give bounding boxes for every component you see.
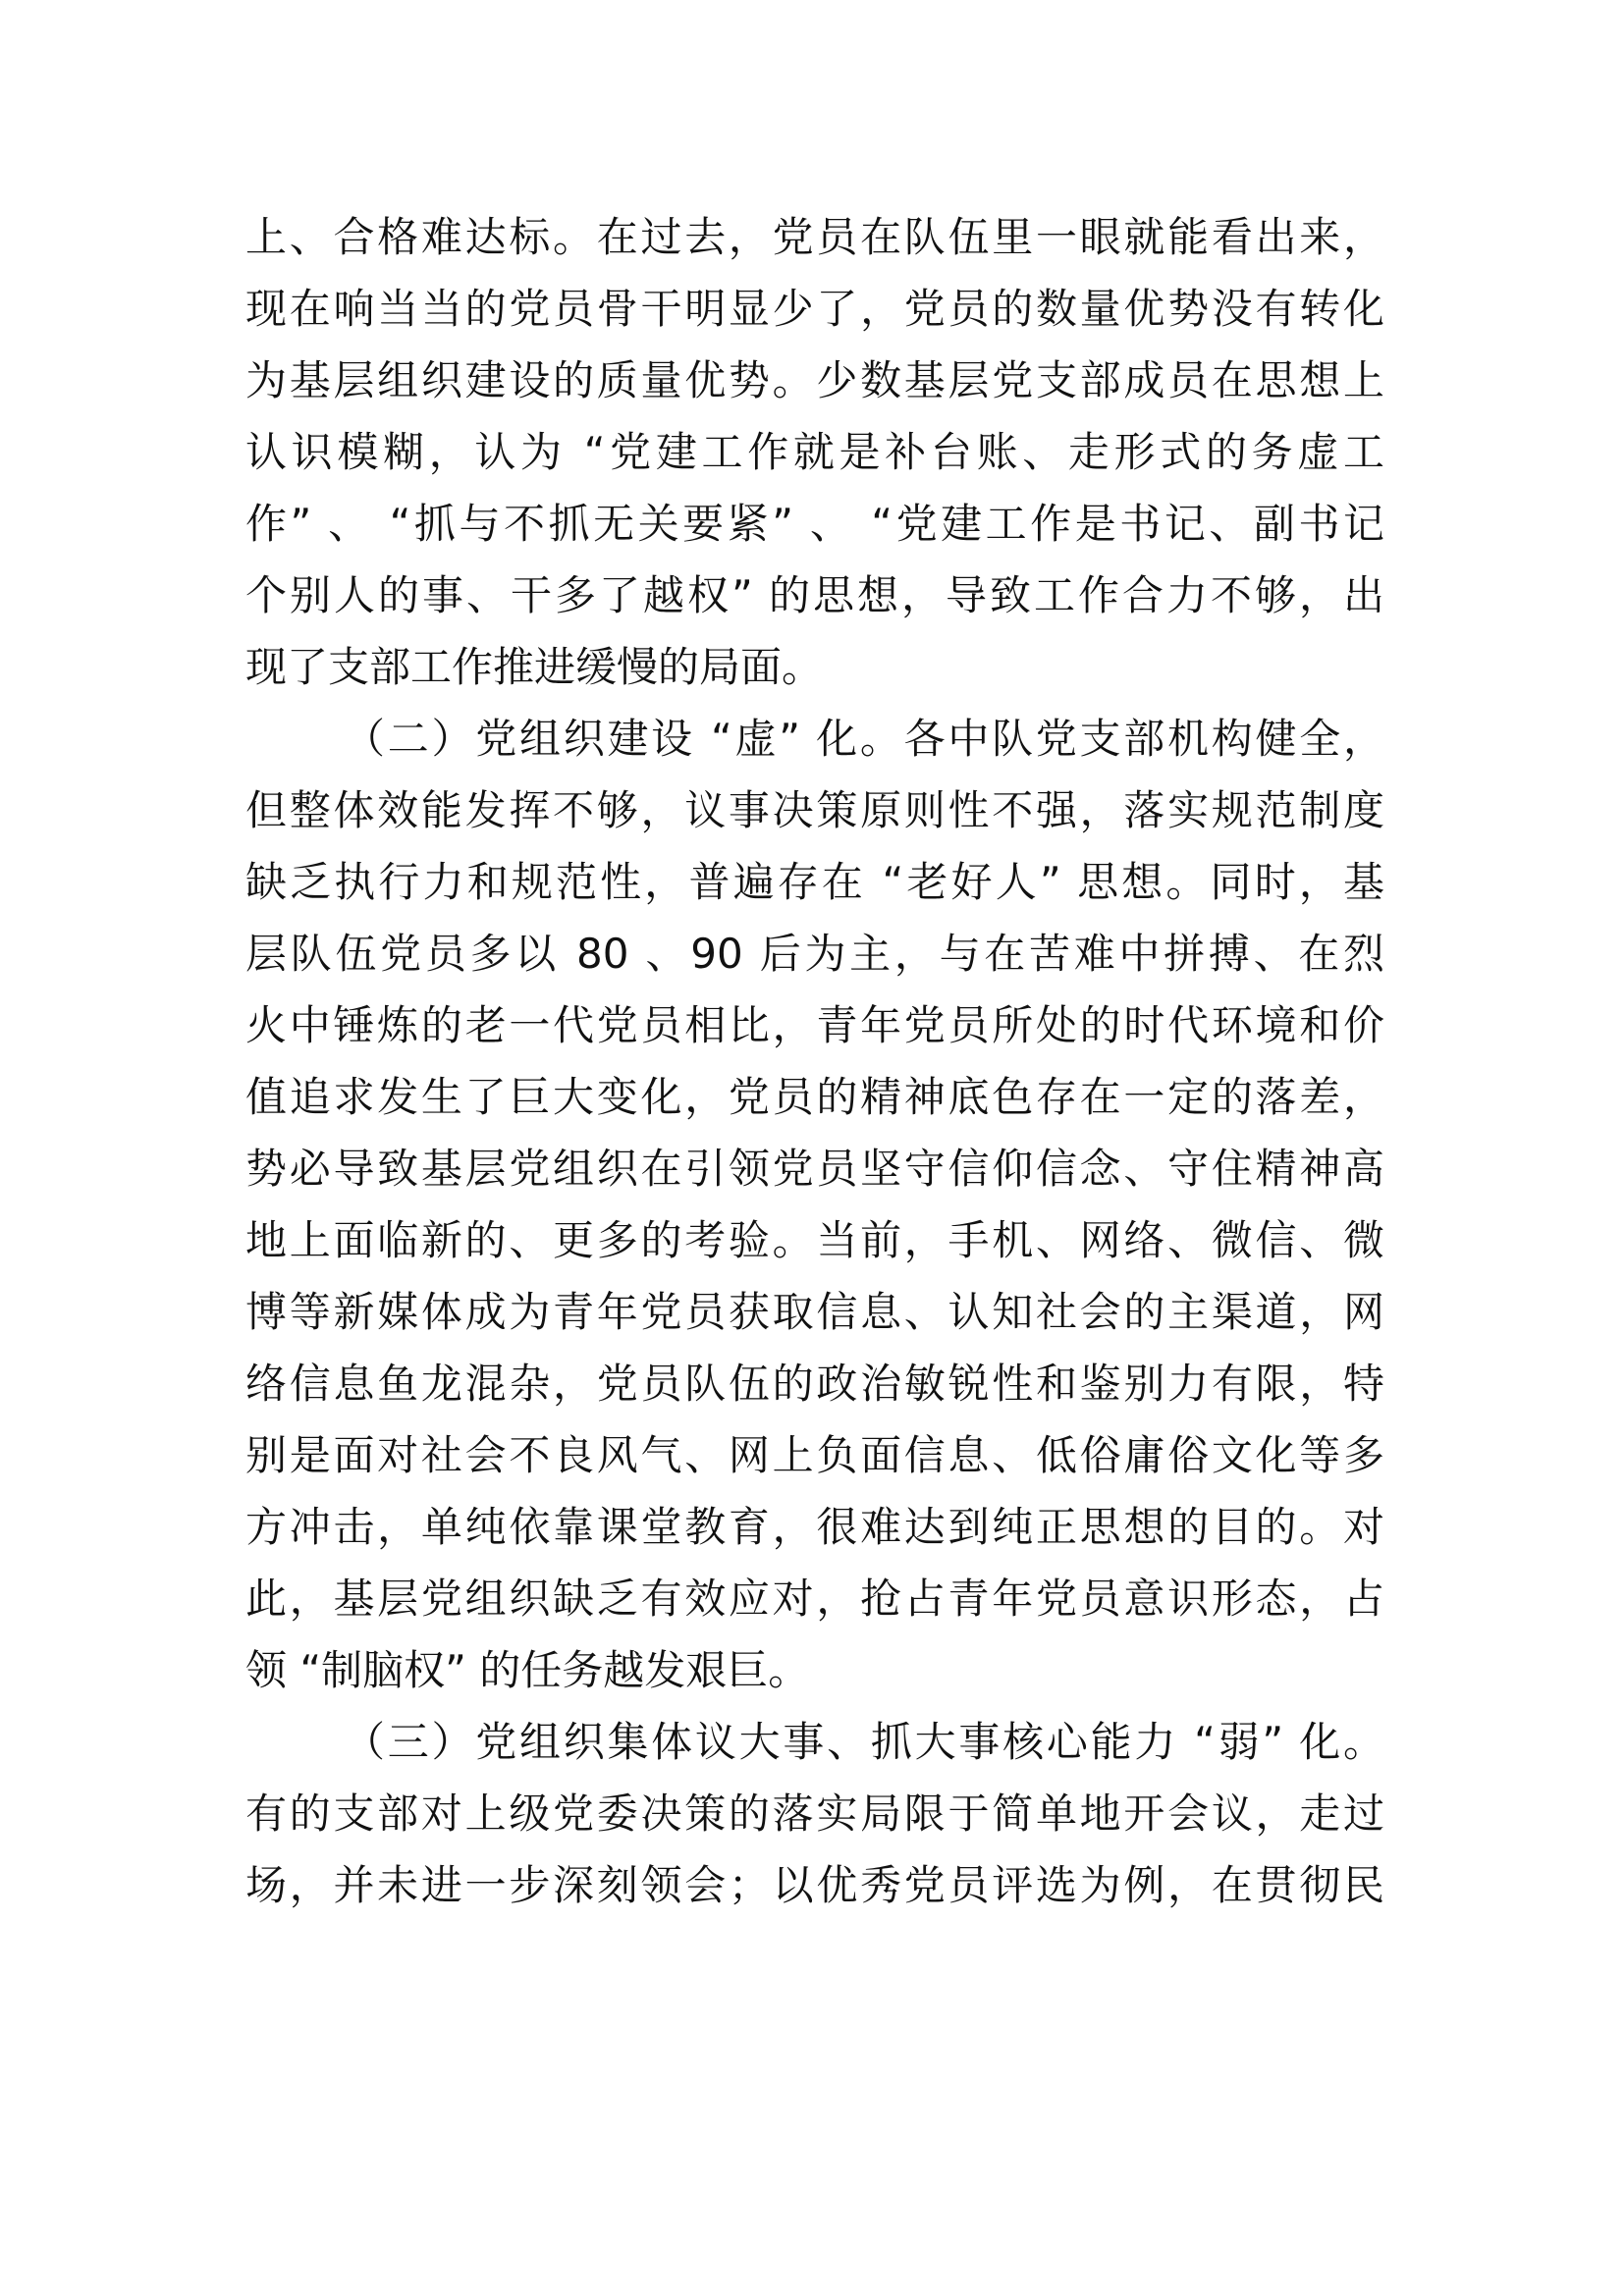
text-line: 领 “制脑权” 的任务越发艰巨。	[245, 1646, 810, 1694]
text-line: 别是面对社会不良风气、网上负面信息、低俗庸俗文化等多	[245, 1431, 1384, 1479]
text-line: 作” 、 “抓与不抓无关要紧” 、 “党建工作是书记、副书记	[245, 500, 1384, 548]
text-line: 方冲击，单纯依靠课堂教育，很难达到纯正思想的目的。对	[245, 1503, 1384, 1551]
text-line: 火中锤炼的老一代党员相比，青年党员所处的时代环境和价	[245, 1001, 1384, 1049]
text-line: 认识模糊，认为 “党建工作就是补台账、走形式的务虚工	[245, 428, 1384, 476]
text-line: 上、合格难达标。在过去，党员在队伍里一眼就能看出来，	[245, 213, 1384, 261]
text-line: 地上面临新的、更多的考验。当前，手机、网络、微信、微	[245, 1216, 1384, 1264]
text-line: 络信息鱼龙混杂，党员队伍的政治敏锐性和鉴别力有限，特	[245, 1360, 1384, 1408]
text-line: 但整体效能发挥不够，议事决策原则性不强，落实规范制度	[245, 786, 1384, 834]
text-line: 有的支部对上级党委决策的落实局限于简单地开会议，走过	[245, 1789, 1384, 1838]
text-line: 现在响当当的党员骨干明显少了，党员的数量优势没有转化	[245, 285, 1384, 333]
text-line: 此，基层党组织缺乏有效应对，抢占青年党员意识形态，占	[245, 1575, 1384, 1623]
text-line: 势必导致基层党组织在引领党员坚守信仰信念、守住精神高	[245, 1145, 1384, 1193]
text-line: 个别人的事、干多了越权” 的思想，导致工作合力不够，出	[245, 571, 1384, 619]
text-line: 值追求发生了巨大变化，党员的精神底色存在一定的落差，	[245, 1073, 1384, 1121]
text-line: 层队伍党员多以 80 、90 后为主，与在苦难中拼搏、在烈	[245, 930, 1384, 978]
section-heading-line: （三）党组织集体议大事、抓大事核心能力 “弱” 化。	[344, 1718, 1384, 1766]
text-line: 为基层组织建设的质量优势。少数基层党支部成员在思想上	[245, 356, 1384, 404]
text-line: 缺乏执行力和规范性，普遍存在 “老好人” 思想。同时，基	[245, 858, 1384, 906]
text-line: 场，并未进一步深刻领会；以优秀党员评选为例，在贯彻民	[245, 1861, 1384, 1909]
text-line: 现了支部工作推进缓慢的局面。	[245, 643, 824, 691]
section-heading-line: （二）党组织建设 “虚” 化。各中队党支部机构健全，	[344, 715, 1384, 763]
text-line: 博等新媒体成为青年党员获取信息、认知社会的主渠道，网	[245, 1288, 1384, 1336]
